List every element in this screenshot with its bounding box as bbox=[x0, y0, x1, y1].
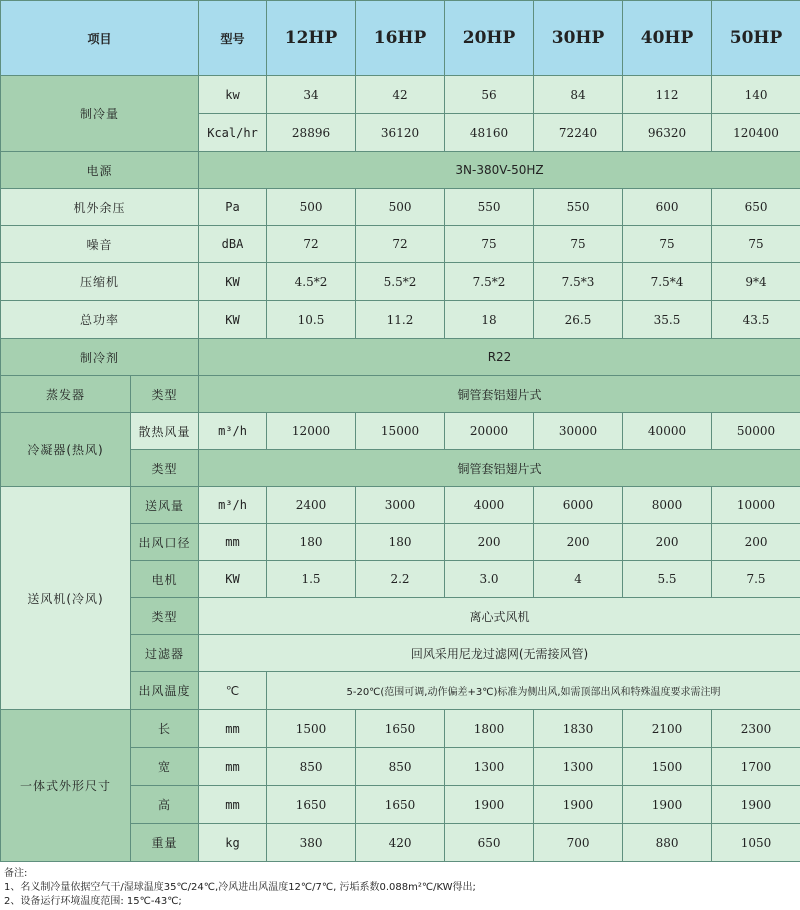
value-cell: 15000 bbox=[356, 413, 445, 450]
unit-cell: kw bbox=[199, 76, 267, 114]
value-cell: 20000 bbox=[445, 413, 534, 450]
value-cell: 120400 bbox=[712, 114, 800, 152]
value-cell: 35.5 bbox=[623, 301, 712, 339]
value-cell: 48160 bbox=[445, 114, 534, 152]
row-label: 电源 bbox=[1, 152, 199, 189]
unit-cell: Pa bbox=[199, 189, 267, 226]
value-cell: 1650 bbox=[356, 710, 445, 748]
note-line: 1、名义制冷量依据空气干/湿球温度35℃/24℃,冷风进出风温度12℃/7℃, 污垢系数0.088m²℃/KW得出; bbox=[4, 882, 476, 893]
value-cell: 2300 bbox=[712, 710, 800, 748]
value-cell: 4000 bbox=[445, 487, 534, 524]
value-cell: 4.5*2 bbox=[267, 263, 356, 301]
unit-cell: m³/h bbox=[199, 413, 267, 450]
header-model-cell: 30HP bbox=[534, 1, 623, 76]
unit-cell: KW bbox=[199, 301, 267, 339]
value-cell: 1300 bbox=[445, 748, 534, 786]
unit-cell: m³/h bbox=[199, 487, 267, 524]
value-cell: 1900 bbox=[712, 786, 800, 824]
span-value: 离心式风机 bbox=[199, 598, 800, 635]
value-cell: 2400 bbox=[267, 487, 356, 524]
row-total-power bbox=[1, 301, 800, 339]
sub-label: 长 bbox=[131, 710, 199, 748]
sub-label: 送风量 bbox=[131, 487, 199, 524]
value-cell: 380 bbox=[267, 824, 356, 862]
value-cell: 72 bbox=[267, 226, 356, 263]
unit-cell: mm bbox=[199, 786, 267, 824]
value-cell: 72240 bbox=[534, 114, 623, 152]
value-cell: 600 bbox=[623, 189, 712, 226]
span-value: R22 bbox=[199, 339, 800, 376]
value-cell: 72 bbox=[356, 226, 445, 263]
value-cell: 10000 bbox=[712, 487, 800, 524]
value-cell: 2.2 bbox=[356, 561, 445, 598]
sub-label: 高 bbox=[131, 786, 199, 824]
unit-cell: KW bbox=[199, 561, 267, 598]
unit-cell: mm bbox=[199, 748, 267, 786]
value-cell: 50000 bbox=[712, 413, 800, 450]
value-cell: 12000 bbox=[267, 413, 356, 450]
row-dim-length bbox=[1, 710, 800, 748]
value-cell: 500 bbox=[267, 189, 356, 226]
value-cell: 1500 bbox=[623, 748, 712, 786]
value-cell: 1050 bbox=[712, 824, 800, 862]
value-cell: 3000 bbox=[356, 487, 445, 524]
value-cell: 200 bbox=[623, 524, 712, 561]
header-model-cell: 12HP bbox=[267, 1, 356, 76]
unit-cell: ℃ bbox=[199, 672, 267, 710]
row-static-pressure bbox=[1, 189, 800, 226]
row-label: 压缩机 bbox=[1, 263, 199, 301]
value-cell: 75 bbox=[445, 226, 534, 263]
value-cell: 43.5 bbox=[712, 301, 800, 339]
header-item: 项目 bbox=[1, 1, 199, 76]
value-cell: 1650 bbox=[356, 786, 445, 824]
sub-label: 类型 bbox=[131, 450, 199, 487]
value-cell: 850 bbox=[267, 748, 356, 786]
notes bbox=[4, 867, 800, 909]
unit-cell: dBA bbox=[199, 226, 267, 263]
value-cell: 180 bbox=[267, 524, 356, 561]
row-label: 冷凝器(热风) bbox=[1, 413, 131, 487]
value-cell: 75 bbox=[623, 226, 712, 263]
value-cell: 200 bbox=[534, 524, 623, 561]
span-value: 5-20℃(范围可调,动作偏差+3℃)标准为侧出风,如需顶部出风和特殊温度要求需注明 bbox=[267, 672, 800, 710]
value-cell: 7.5*3 bbox=[534, 263, 623, 301]
span-value: 铜管套铝翅片式 bbox=[199, 450, 800, 487]
value-cell: 880 bbox=[623, 824, 712, 862]
value-cell: 6000 bbox=[534, 487, 623, 524]
value-cell: 40000 bbox=[623, 413, 712, 450]
span-value: 3N-380V-50HZ bbox=[199, 152, 800, 189]
value-cell: 8000 bbox=[623, 487, 712, 524]
row-label: 一体式外形尺寸 bbox=[1, 710, 131, 862]
row-label: 噪音 bbox=[1, 226, 199, 263]
value-cell: 700 bbox=[534, 824, 623, 862]
value-cell: 650 bbox=[445, 824, 534, 862]
sub-label: 过滤器 bbox=[131, 635, 199, 672]
value-cell: 2100 bbox=[623, 710, 712, 748]
value-cell: 500 bbox=[356, 189, 445, 226]
row-label: 机外余压 bbox=[1, 189, 199, 226]
value-cell: 75 bbox=[534, 226, 623, 263]
value-cell: 34 bbox=[267, 76, 356, 114]
header-model-cell: 50HP bbox=[712, 1, 800, 76]
value-cell: 5.5 bbox=[623, 561, 712, 598]
notes-title: 备注: bbox=[4, 868, 28, 879]
value-cell: 28896 bbox=[267, 114, 356, 152]
sub-label: 类型 bbox=[131, 376, 199, 413]
row-power-supply bbox=[1, 152, 800, 189]
row-evaporator bbox=[1, 376, 800, 413]
unit-cell: mm bbox=[199, 524, 267, 561]
value-cell: 1700 bbox=[712, 748, 800, 786]
value-cell: 550 bbox=[534, 189, 623, 226]
value-cell: 26.5 bbox=[534, 301, 623, 339]
row-noise bbox=[1, 226, 800, 263]
sub-label: 散热风量 bbox=[131, 413, 199, 450]
sub-label: 类型 bbox=[131, 598, 199, 635]
value-cell: 200 bbox=[445, 524, 534, 561]
sub-label: 重量 bbox=[131, 824, 199, 862]
value-cell: 140 bbox=[712, 76, 800, 114]
value-cell: 7.5*4 bbox=[623, 263, 712, 301]
row-compressor bbox=[1, 263, 800, 301]
row-label: 总功率 bbox=[1, 301, 199, 339]
value-cell: 200 bbox=[712, 524, 800, 561]
unit-cell: KW bbox=[199, 263, 267, 301]
row-condenser-airflow bbox=[1, 413, 800, 450]
row-label: 制冷量 bbox=[1, 76, 199, 152]
header-model-cell: 20HP bbox=[445, 1, 534, 76]
value-cell: 1650 bbox=[267, 786, 356, 824]
value-cell: 112 bbox=[623, 76, 712, 114]
value-cell: 1900 bbox=[534, 786, 623, 824]
row-cooling-kw bbox=[1, 76, 800, 114]
row-label: 送风机(冷风) bbox=[1, 487, 131, 710]
header-row bbox=[1, 1, 800, 76]
value-cell: 1800 bbox=[445, 710, 534, 748]
header-model-cell: 16HP bbox=[356, 1, 445, 76]
value-cell: 18 bbox=[445, 301, 534, 339]
value-cell: 1500 bbox=[267, 710, 356, 748]
value-cell: 7.5*2 bbox=[445, 263, 534, 301]
value-cell: 650 bbox=[712, 189, 800, 226]
value-cell: 4 bbox=[534, 561, 623, 598]
header-model-cell: 40HP bbox=[623, 1, 712, 76]
value-cell: 11.2 bbox=[356, 301, 445, 339]
value-cell: 180 bbox=[356, 524, 445, 561]
value-cell: 850 bbox=[356, 748, 445, 786]
row-label: 制冷剂 bbox=[1, 339, 199, 376]
value-cell: 10.5 bbox=[267, 301, 356, 339]
sub-label: 出风口径 bbox=[131, 524, 199, 561]
value-cell: 9*4 bbox=[712, 263, 800, 301]
note-line: 2、设备运行环境温度范围: 15℃-43℃; bbox=[4, 896, 182, 907]
value-cell: 1900 bbox=[445, 786, 534, 824]
value-cell: 84 bbox=[534, 76, 623, 114]
row-blower-airflow bbox=[1, 487, 800, 524]
value-cell: 3.0 bbox=[445, 561, 534, 598]
unit-cell: Kcal/hr bbox=[199, 114, 267, 152]
value-cell: 96320 bbox=[623, 114, 712, 152]
sub-label: 电机 bbox=[131, 561, 199, 598]
value-cell: 420 bbox=[356, 824, 445, 862]
value-cell: 56 bbox=[445, 76, 534, 114]
sub-label: 出风温度 bbox=[131, 672, 199, 710]
value-cell: 75 bbox=[712, 226, 800, 263]
value-cell: 42 bbox=[356, 76, 445, 114]
sub-label: 宽 bbox=[131, 748, 199, 786]
unit-cell: kg bbox=[199, 824, 267, 862]
value-cell: 7.5 bbox=[712, 561, 800, 598]
unit-cell: mm bbox=[199, 710, 267, 748]
value-cell: 36120 bbox=[356, 114, 445, 152]
span-value: 回风采用尼龙过滤网(无需接风管) bbox=[199, 635, 800, 672]
row-label: 蒸发器 bbox=[1, 376, 131, 413]
value-cell: 5.5*2 bbox=[356, 263, 445, 301]
span-value: 铜管套铝翅片式 bbox=[199, 376, 800, 413]
value-cell: 550 bbox=[445, 189, 534, 226]
value-cell: 1830 bbox=[534, 710, 623, 748]
value-cell: 1300 bbox=[534, 748, 623, 786]
value-cell: 1900 bbox=[623, 786, 712, 824]
row-refrigerant bbox=[1, 339, 800, 376]
header-model: 型号 bbox=[199, 1, 267, 76]
value-cell: 30000 bbox=[534, 413, 623, 450]
value-cell: 1.5 bbox=[267, 561, 356, 598]
